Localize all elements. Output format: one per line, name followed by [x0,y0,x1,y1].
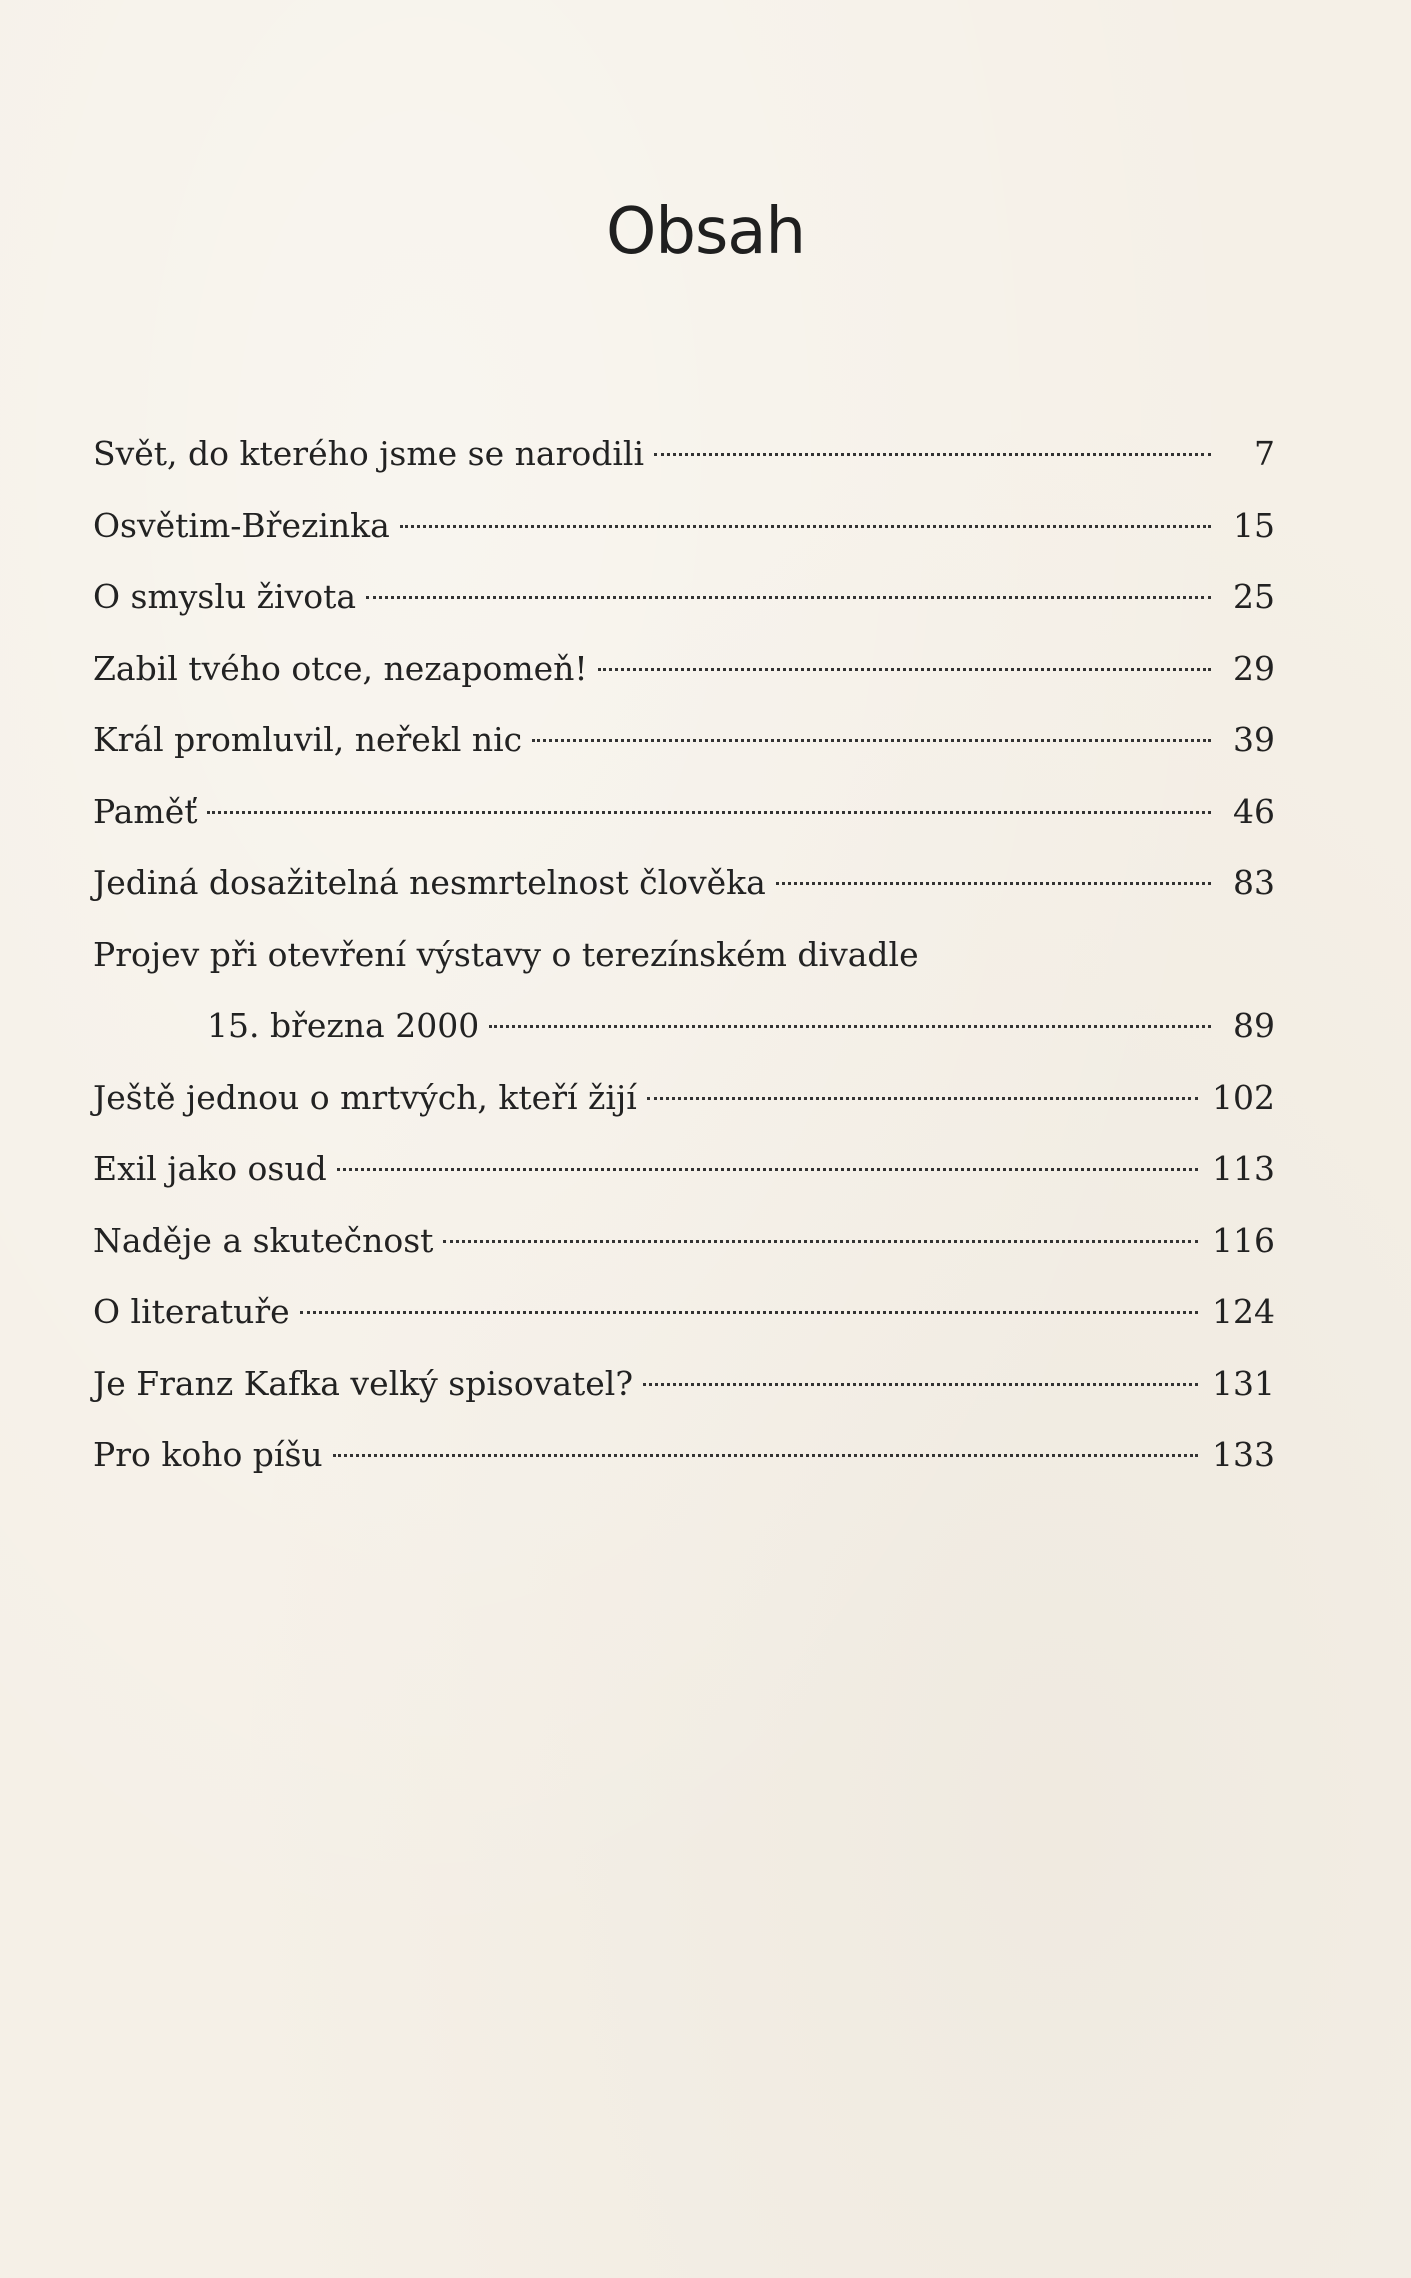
dot-leader [300,1311,1198,1314]
table-of-contents [93,418,1275,1491]
toc-entry-title: Osvětim-Březinka [93,505,390,545]
dot-leader [333,1454,1198,1457]
toc-page-number: 46 [1233,791,1275,831]
toc-page-number: 83 [1233,863,1275,902]
toc-entry [93,1205,1275,1277]
toc-entry-title: O smyslu života [93,577,357,616]
toc-page-number: 113 [1212,1149,1275,1188]
toc-page-number: 25 [1233,577,1275,616]
toc-entry-title: Svět, do kterého jsme se narodili [93,434,644,473]
dot-leader [598,668,1211,671]
toc-page-number: 39 [1233,720,1275,759]
dot-leader [207,811,1211,814]
toc-entry [93,1419,1275,1491]
toc-entry-title: Je Franz Kafka velký spisovatel? [93,1363,634,1403]
toc-page-number: 116 [1212,1220,1275,1260]
toc-entry [93,919,1275,991]
toc-entry [93,1062,1275,1134]
dot-leader [776,882,1211,885]
toc-page-number: 102 [1212,1077,1275,1117]
toc-entry-title: 15. března 2000 [207,1006,480,1045]
toc-entry [93,633,1275,705]
toc-entry-title: Projev při otevření výstavy o terezínském divadle [93,934,919,974]
dot-leader [654,453,1211,456]
toc-page-number: 131 [1212,1363,1275,1403]
toc-entry-title: Pro koho píšu [93,1435,323,1474]
toc-entry [93,1276,1275,1348]
dot-leader [366,596,1211,599]
toc-entry [93,418,1275,490]
toc-entry-title: O literatuře [93,1292,290,1331]
dot-leader [400,525,1211,528]
dot-leader [532,739,1211,742]
dot-leader [643,1383,1198,1386]
page-title: Obsah [605,194,806,269]
toc-entry-title: Jediná dosažitelná nesmrtelnost člověka [93,863,766,902]
toc-page-number: 15 [1233,505,1275,545]
toc-entry-title: Zabil tvého otce, nezapomeň! [93,648,588,688]
toc-entry [93,561,1275,633]
toc-entry-title: Paměť [93,791,198,831]
dot-leader [443,1240,1198,1243]
dot-leader [647,1097,1198,1100]
dot-leader [489,1025,1211,1028]
toc-page-number: 124 [1212,1292,1275,1331]
toc-entry [93,1348,1275,1420]
toc-entry [93,847,1275,919]
toc-entry [93,490,1275,562]
toc-entry-title: Ještě jednou o mrtvých, kteří žijí [93,1077,637,1117]
toc-page-number: 89 [1233,1006,1275,1045]
toc-page-number: 7 [1254,434,1275,473]
toc-entry-continuation [93,990,1275,1062]
toc-entry [93,704,1275,776]
toc-page-number: 29 [1233,648,1275,688]
toc-page-number: 133 [1212,1435,1275,1474]
toc-entry-title: Exil jako osud [93,1149,327,1188]
toc-entry-title: Naděje a skutečnost [93,1220,434,1260]
dot-leader [337,1168,1198,1171]
toc-entry [93,776,1275,848]
toc-entry-title: Král promluvil, neřekl nic [93,720,523,759]
toc-entry [93,1133,1275,1205]
